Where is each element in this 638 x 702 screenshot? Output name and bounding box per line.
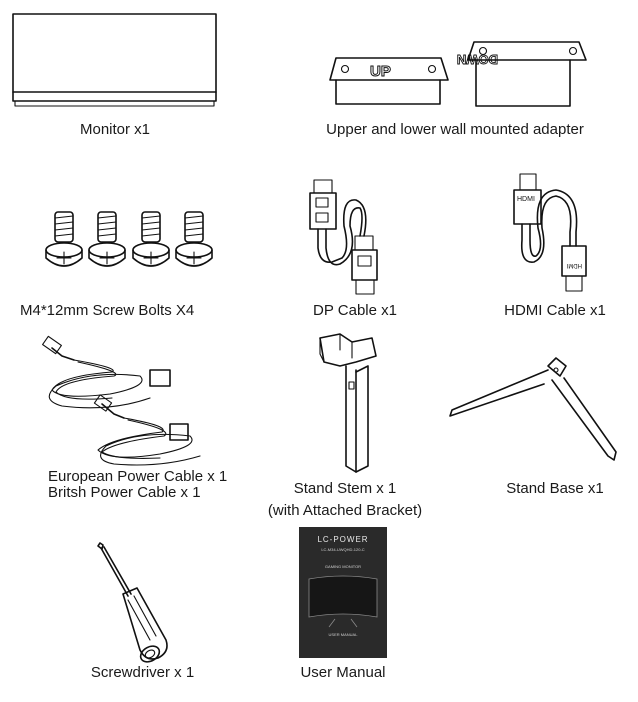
dp-cable-caption: DP Cable x1 — [313, 302, 397, 319]
manual-brand: LC-POWER — [317, 535, 369, 544]
stand-base-caption: Stand Base x1 — [506, 480, 604, 497]
stand-stem-caption-line1: Stand Stem x 1 — [293, 480, 397, 497]
user-manual-caption: User Manual — [300, 664, 386, 681]
hdmi-plug-text: HDMI — [517, 196, 535, 203]
svg-text:HDMI: HDMI — [566, 262, 582, 268]
screwdriver-caption: Screwdriver x 1 — [90, 664, 195, 681]
bracket-down-text: DOWN — [456, 52, 498, 67]
monitor-caption: Monitor x1 — [79, 121, 151, 138]
user-manual-cover — [299, 527, 387, 658]
manual-model: LC-M34-UWQHD-120-C — [321, 547, 365, 552]
bracket-up-text: UP — [370, 63, 391, 80]
manual-footer: USER MANUAL — [328, 632, 358, 637]
screws-caption: M4*12mm Screw Bolts X4 — [20, 302, 195, 319]
manual-subtitle: GAMING MONITOR — [324, 564, 362, 569]
manual-monitor-image — [299, 527, 387, 658]
power-cables-caption-line1: European Power Cable x 1 — [48, 468, 228, 485]
stand-stem-caption-line2: (with Attached Bracket) — [267, 502, 423, 519]
wall-adapter-caption: Upper and lower wall mounted adapter — [326, 121, 584, 138]
power-cables-caption-line2: Britsh Power Cable x 1 — [48, 484, 201, 501]
hdmi-cable-caption: HDMI Cable x1 — [504, 302, 606, 319]
